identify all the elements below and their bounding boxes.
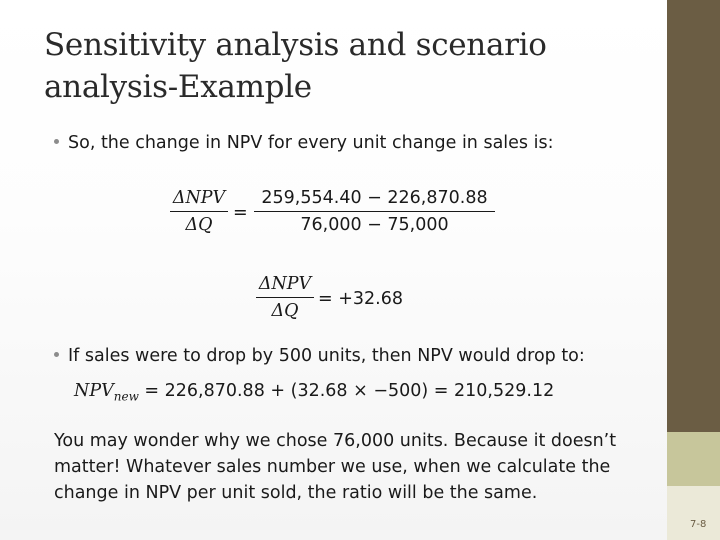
fraction-bar <box>254 211 495 212</box>
formula1-lhs-numerator: ΔNPV <box>172 188 226 208</box>
formula1-rhs-fraction <box>254 188 495 235</box>
formula3-subscript: new <box>113 389 139 404</box>
formula2-fraction <box>256 274 314 321</box>
slide-title: Sensitivity analysis and scenario analysis-Example <box>44 27 547 105</box>
formula1-lhs-denominator: ΔQ <box>185 215 213 236</box>
bullet-text-2: If sales were to drop by 500 units, then NPV would drop to: <box>68 346 585 366</box>
bullet-item-2 <box>54 346 585 366</box>
formula2-result: = +32.68 <box>318 289 403 309</box>
formula1-rhs-denominator: 76,000 − 75,000 <box>300 215 449 236</box>
formula1-lhs-fraction <box>170 188 228 235</box>
formula2-numerator: ΔNPV <box>258 274 312 294</box>
bullet-text-1: So, the change in NPV for every unit change in sales is: <box>68 133 554 153</box>
bullet-item-1 <box>54 133 554 153</box>
formula3 <box>74 381 554 404</box>
fraction-bar <box>256 297 314 298</box>
sidebar-dark-band <box>667 0 720 432</box>
bullet-dot-icon <box>54 352 59 357</box>
bullet-dot-icon <box>54 139 59 144</box>
sidebar-light-band <box>667 486 720 540</box>
slide-number: 7-8 <box>690 519 707 530</box>
formula2-denominator: ΔQ <box>271 301 299 322</box>
sidebar-mid-band <box>667 432 720 486</box>
formula1-rhs-numerator: 259,554.40 − 226,870.88 <box>261 188 488 208</box>
formula1-equals: = <box>233 203 248 223</box>
formula3-variable: NPV <box>74 381 114 401</box>
explanation-paragraph: You may wonder why we chose 76,000 units. Because it doesn’t matter! Whatever sales number we use, when we calculate the change in NPV per unit sold, the ratio will be the same. <box>54 431 617 503</box>
fraction-bar <box>170 211 228 212</box>
formula3-expression: = 226,870.88 + (32.68 × −500) = 210,529.12 <box>138 381 555 401</box>
